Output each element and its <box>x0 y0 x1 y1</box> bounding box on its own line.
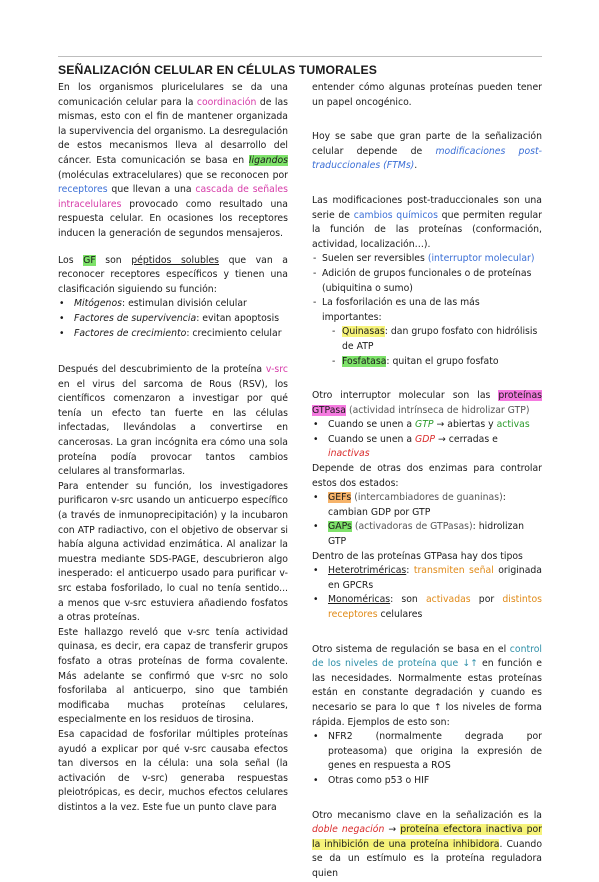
item-term: Mitógenos <box>74 298 122 310</box>
text-span: en función e las necesidades. Normalmente estas proteínas están en constante degradación y cuando es necesario se para lo que ↑ los niveles de forma rápida. Ejemplos de esto son: <box>312 658 542 728</box>
text-span: que van a reconocer receptores específicos y tienen una clasificación siguiendo su función: <box>58 254 288 295</box>
term-cambios-quimicos: cambios químicos <box>353 209 438 221</box>
text-span: (actividad intrínseca de hidrolizar GTP) <box>345 404 530 416</box>
gtp-list <box>312 418 542 462</box>
term-quinasas: Quinasas <box>342 326 385 338</box>
item-text: originada en GPCRs <box>328 565 542 591</box>
term-transmiten: transmiten señal <box>413 565 494 577</box>
term-proteina-efectora: proteína efectora inactiva por la inhibición de una proteína inhibidora <box>312 824 542 850</box>
list-item <box>312 296 542 325</box>
item-text: Adición de grupos funcionales o de proteínas (ubiquitina o sumo) <box>322 267 532 294</box>
term-heterotrimericas: Heterotriméricas <box>328 565 407 577</box>
ftm-paragraph <box>312 130 542 174</box>
term-gtp: GTP <box>415 419 434 431</box>
term-gaps: GAPs <box>328 521 352 533</box>
text-span: . <box>414 160 418 172</box>
text-span: que llevan a una <box>107 184 196 196</box>
pleiotropy-paragraph: Esa capacidad de fosforilar múltiples proteínas ayudó a explicar por qué v-src causaba efectos tan diversos en la célula: una sola señal (la activación de v-src) generaba respuestas pleiotrópicas, es decir, muchos efectos celulares distintos a la vez. Este fue un punto clave para <box>58 728 288 813</box>
item-term: Factores de supervivencia <box>74 312 197 324</box>
gf-types-list <box>58 297 288 341</box>
item-text: La fosforilación es una de las más importantes: <box>322 297 480 323</box>
list-item: • NFR2 (normalmente degrada por proteasoma) que origina la expresión de genes en respuesta a ROS <box>312 730 542 774</box>
double-negation-paragraph <box>312 809 542 882</box>
item-text: por <box>470 594 503 606</box>
item-desc: : cambian GDP por GTP <box>328 492 506 518</box>
term-activas: activas <box>496 419 530 431</box>
term-receptores: receptores <box>58 184 108 196</box>
term-monomericas: Monoméricas <box>328 594 391 606</box>
gtpase-paragraph <box>312 389 542 418</box>
term-interruptor: (interruptor molecular) <box>427 253 535 265</box>
term-cascada: cascada de señales intracelulares <box>58 184 288 210</box>
text-span: (moléculas extracelulares) que se reconocen por <box>58 169 288 181</box>
text-span: Después del descubrimiento de la proteína <box>58 364 266 376</box>
list-item <box>312 593 542 622</box>
term-vsrc: v-src <box>265 364 288 376</box>
text-span: Las modificaciones post-traduccionales son una serie de <box>312 194 542 221</box>
item-text: Suelen ser reversibles <box>322 253 428 265</box>
item-text: : son <box>390 594 426 606</box>
page-title: SEÑALIZACIÓN CELULAR EN CÉLULAS TUMORALES <box>58 63 377 77</box>
item-text: → cerradas e <box>435 433 498 445</box>
term-ftms: modificaciones post-traduccionales (FTMs) <box>312 145 542 172</box>
item-desc: : dan grupo fosfato con hidrólisis de ATP <box>342 326 538 352</box>
text-span: de las mismas, esto con el fin de mantener organizada la supervivencia del organismo. La desregulación de estos mecanismos lleva al desarrollo del cáncer. Esta comunicación se basa en <box>58 96 288 166</box>
list-item <box>312 267 542 296</box>
term-coordinacion: coordinación <box>196 96 257 108</box>
intro-paragraph <box>58 81 288 242</box>
term-doble-negacion: doble negación <box>312 824 385 836</box>
ptm-list <box>312 252 542 325</box>
regulation-paragraph <box>312 643 542 731</box>
term-activadas: activadas <box>425 594 471 606</box>
kinase-paragraph: Este hallazgo reveló que v-src tenía actividad quinasa, es decir, era capaz de transferir grupos fosfato a otras proteínas de forma covalente. Más adelante se confirmó que v-src no solo fosforilaba al anticuerpo, sino que también modificaba muchas proteínas celulares, especialmente en los residuos de tirosina. <box>58 626 288 726</box>
term-fosfatasa: Fosfatasa <box>342 355 387 367</box>
ptm-paragraph <box>312 194 542 252</box>
gtpase-types-list <box>312 564 542 622</box>
term-gtpasa: proteínas GTPasa <box>312 390 542 416</box>
text-span: que permiten regular la función de las proteínas (conformación, actividad, localización…). <box>312 209 542 250</box>
list-item <box>312 564 542 593</box>
item-full: (activadoras de GTPasas) <box>351 521 473 533</box>
list-item <box>312 491 542 520</box>
enzymes-list <box>312 491 542 549</box>
list-item <box>312 433 542 462</box>
item-text: Cuando se unen a <box>328 433 416 445</box>
term-gdp: GDP <box>415 433 436 445</box>
term-ligandos: ligandos <box>248 154 288 166</box>
list-item <box>312 252 542 267</box>
right-column <box>312 81 542 882</box>
spacer <box>58 341 288 363</box>
gf-paragraph <box>58 254 288 298</box>
examples-list <box>312 730 542 788</box>
text-span: en el virus del sarcoma de Rous (RSV), los científicos comenzaron a investigar por qué tenía un efecto tan fuerte en las células infectadas, llevándolas a convertirse en cancerosas. La gran incógnita era cómo una sola proteína podía provocar tantos cambios celulares al transformarlas. <box>58 378 288 478</box>
item-text: celulares <box>377 609 423 620</box>
term-gefs: GEFs <box>328 492 352 504</box>
phosphorylation-sublist <box>332 325 542 369</box>
text-span: . Cuando se da un estímulo es la proteína reguladora quien <box>312 838 543 879</box>
arrow-text: → <box>384 824 401 836</box>
list-item <box>312 520 542 549</box>
vsrc-paragraph <box>58 363 288 480</box>
spacer <box>312 789 542 809</box>
text-span: Otro sistema de regulación se basa en el <box>312 643 510 655</box>
item-text: : <box>406 565 414 577</box>
item-desc: : quitan el grupo fosfato <box>386 355 499 367</box>
list-item <box>332 355 542 370</box>
item-desc: : evitan apoptosis <box>196 312 280 324</box>
item-full: (intercambiadores de guaninas) <box>351 492 503 504</box>
left-column <box>58 81 288 816</box>
top-divider <box>58 56 542 57</box>
text-span: son <box>95 254 132 266</box>
list-item <box>58 312 288 327</box>
text-span: En los organismos pluricelulares se da una comunicación celular para la <box>58 82 288 108</box>
term-gf: GF <box>83 254 96 266</box>
spacer <box>312 623 542 643</box>
list-item <box>332 325 542 354</box>
text-span: Hoy se sabe que gran parte de la señalización celular depende de <box>312 131 542 157</box>
term-control-niveles: control de los niveles de proteína que ↓↑ <box>312 643 542 670</box>
item-desc: : hidrolizan GTP <box>328 521 525 548</box>
list-item: • Otras como p53 o HIF <box>312 774 542 789</box>
oncogenic-paragraph: entender cómo algunas proteínas pueden tener un papel oncogénico. <box>312 82 542 108</box>
item-desc: : estimulan división celular <box>121 298 247 310</box>
item-text: → abiertas y <box>433 419 497 431</box>
list-item <box>312 418 542 433</box>
spacer <box>312 369 542 389</box>
text-span: Otro interruptor molecular son las <box>312 390 499 402</box>
purification-paragraph: Para entender su función, los investigadores purificaron v-src usando un anticuerpo específico (a través de inmunoprecipitación) y la incubaron con ATP radiactivo, con el objetivo de observar si había alguna actividad enzimática. Al analizar la muestra mediante SDS-PAGE, descubrieron algo inesperado: el anticuerpo usado para purificar v-src estaba fosforilado, lo cual no tenía sentido... a menos que v-src estuviera añadiendo fosfatos a otras proteínas. <box>58 480 288 624</box>
text-span: provocado como resultado una respuesta celular. En ocasiones los receptores inducen la generación de segundos mensajeros. <box>58 198 288 239</box>
item-term: Factores de crecimiento <box>74 327 187 339</box>
gtpase-types-paragraph: Dentro de las proteínas GTPasa hay dos tipos <box>312 550 523 562</box>
text-span: Otro mecanismo clave en la señalización es la <box>312 809 542 821</box>
term-distintos-receptores: distintos receptores <box>328 594 542 620</box>
text-span: Los <box>58 254 84 266</box>
list-item <box>58 297 288 312</box>
item-text: Cuando se unen a <box>328 419 416 431</box>
term-inactivas: inactivas <box>328 448 370 460</box>
enzymes-paragraph: Depende de otras dos enzimas para controlar estos dos estados: <box>312 463 542 489</box>
term-peptidos: péptidos solubles <box>131 254 220 266</box>
list-item <box>58 327 288 342</box>
item-desc: : crecimiento celular <box>186 327 282 339</box>
